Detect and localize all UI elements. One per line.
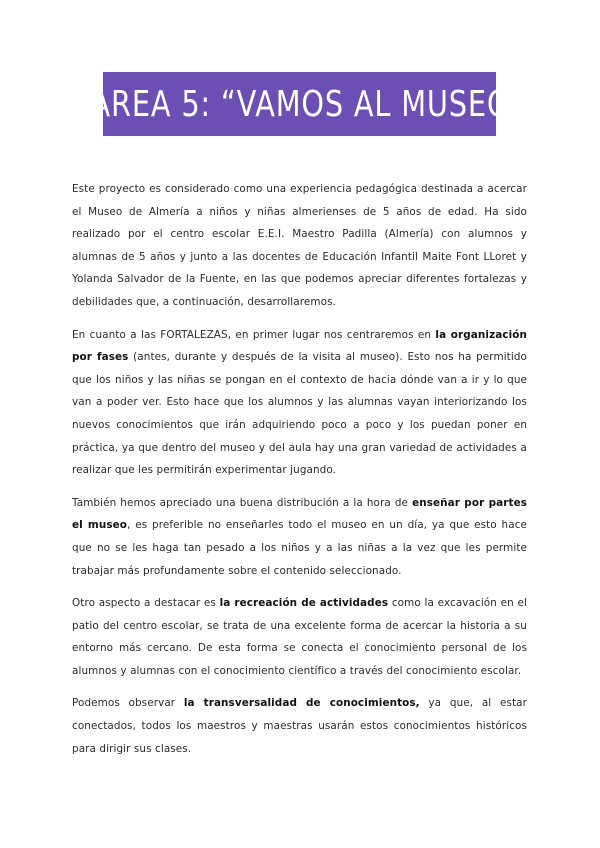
document-body bbox=[72, 178, 527, 770]
paragraph-recreacion: Otro aspecto a destacar es la recreación de actividades como la excavación en el patio del centro escolar, se trata de una excelente forma de acercar la historia a su entorno más cercano. De esta forma se conecta el conocimiento personal de los alumnos y alumnas con el conocimiento científico a través del conocimiento escolar. bbox=[72, 597, 527, 677]
paragraph-intro: Este proyecto es considerado como una experiencia pedagógica destinada a acercar el Museo de Almería a niños y niñas almerienses de 5 años de edad. Ha sido realizado por el centro escolar E.E.I. Maestro Padilla (Almería) con alumnos y alumnas de 5 años y junto a las docentes de Educación Infantil Maite Font LLoret y Yolanda Salvador de la Fuente, en las que podemos apreciar diferentes fortalezas y debilidades que, a continuación, desarrollaremos. bbox=[72, 183, 527, 308]
paragraph-transversalidad: Podemos observar la transversalidad de conocimientos, ya que, al estar conectados, todos los maestros y maestras usarán estos conocimientos históricos para dirigir sus clases. bbox=[72, 697, 527, 755]
page-title: TAREA 5: “VAMOS AL MUSEO” bbox=[73, 83, 526, 125]
title-banner bbox=[73, 72, 526, 136]
paragraph-distribucion: También hemos apreciado una buena distribución a la hora de enseñar por partes el museo, es preferible no enseñarles todo el museo en un día, ya que esto hace que no se les haga tan pesado a los niños y a las niñas a la vez que les permite trabajar más profundamente sobre el contenido seleccionado. bbox=[72, 496, 528, 577]
paragraph-fortalezas: En cuanto a las FORTALEZAS, en primer lugar nos centraremos en la organización por fases (antes, durante y después de la visita al museo). Esto nos ha permitido que los niños y las niñas se pongan en el contexto de hacia dónde van a ir y lo que van a poder ver. Esto hace que los alumnos y las alumnas vayan interiorizando los nuevos conocimientos que irán adquiriendo poco a poco y los puedan poner en práctica, ya que dentro del museo y del aula hay una gran variedad de actividades a realizar que les permitirán experimentar jugando. bbox=[72, 328, 527, 477]
